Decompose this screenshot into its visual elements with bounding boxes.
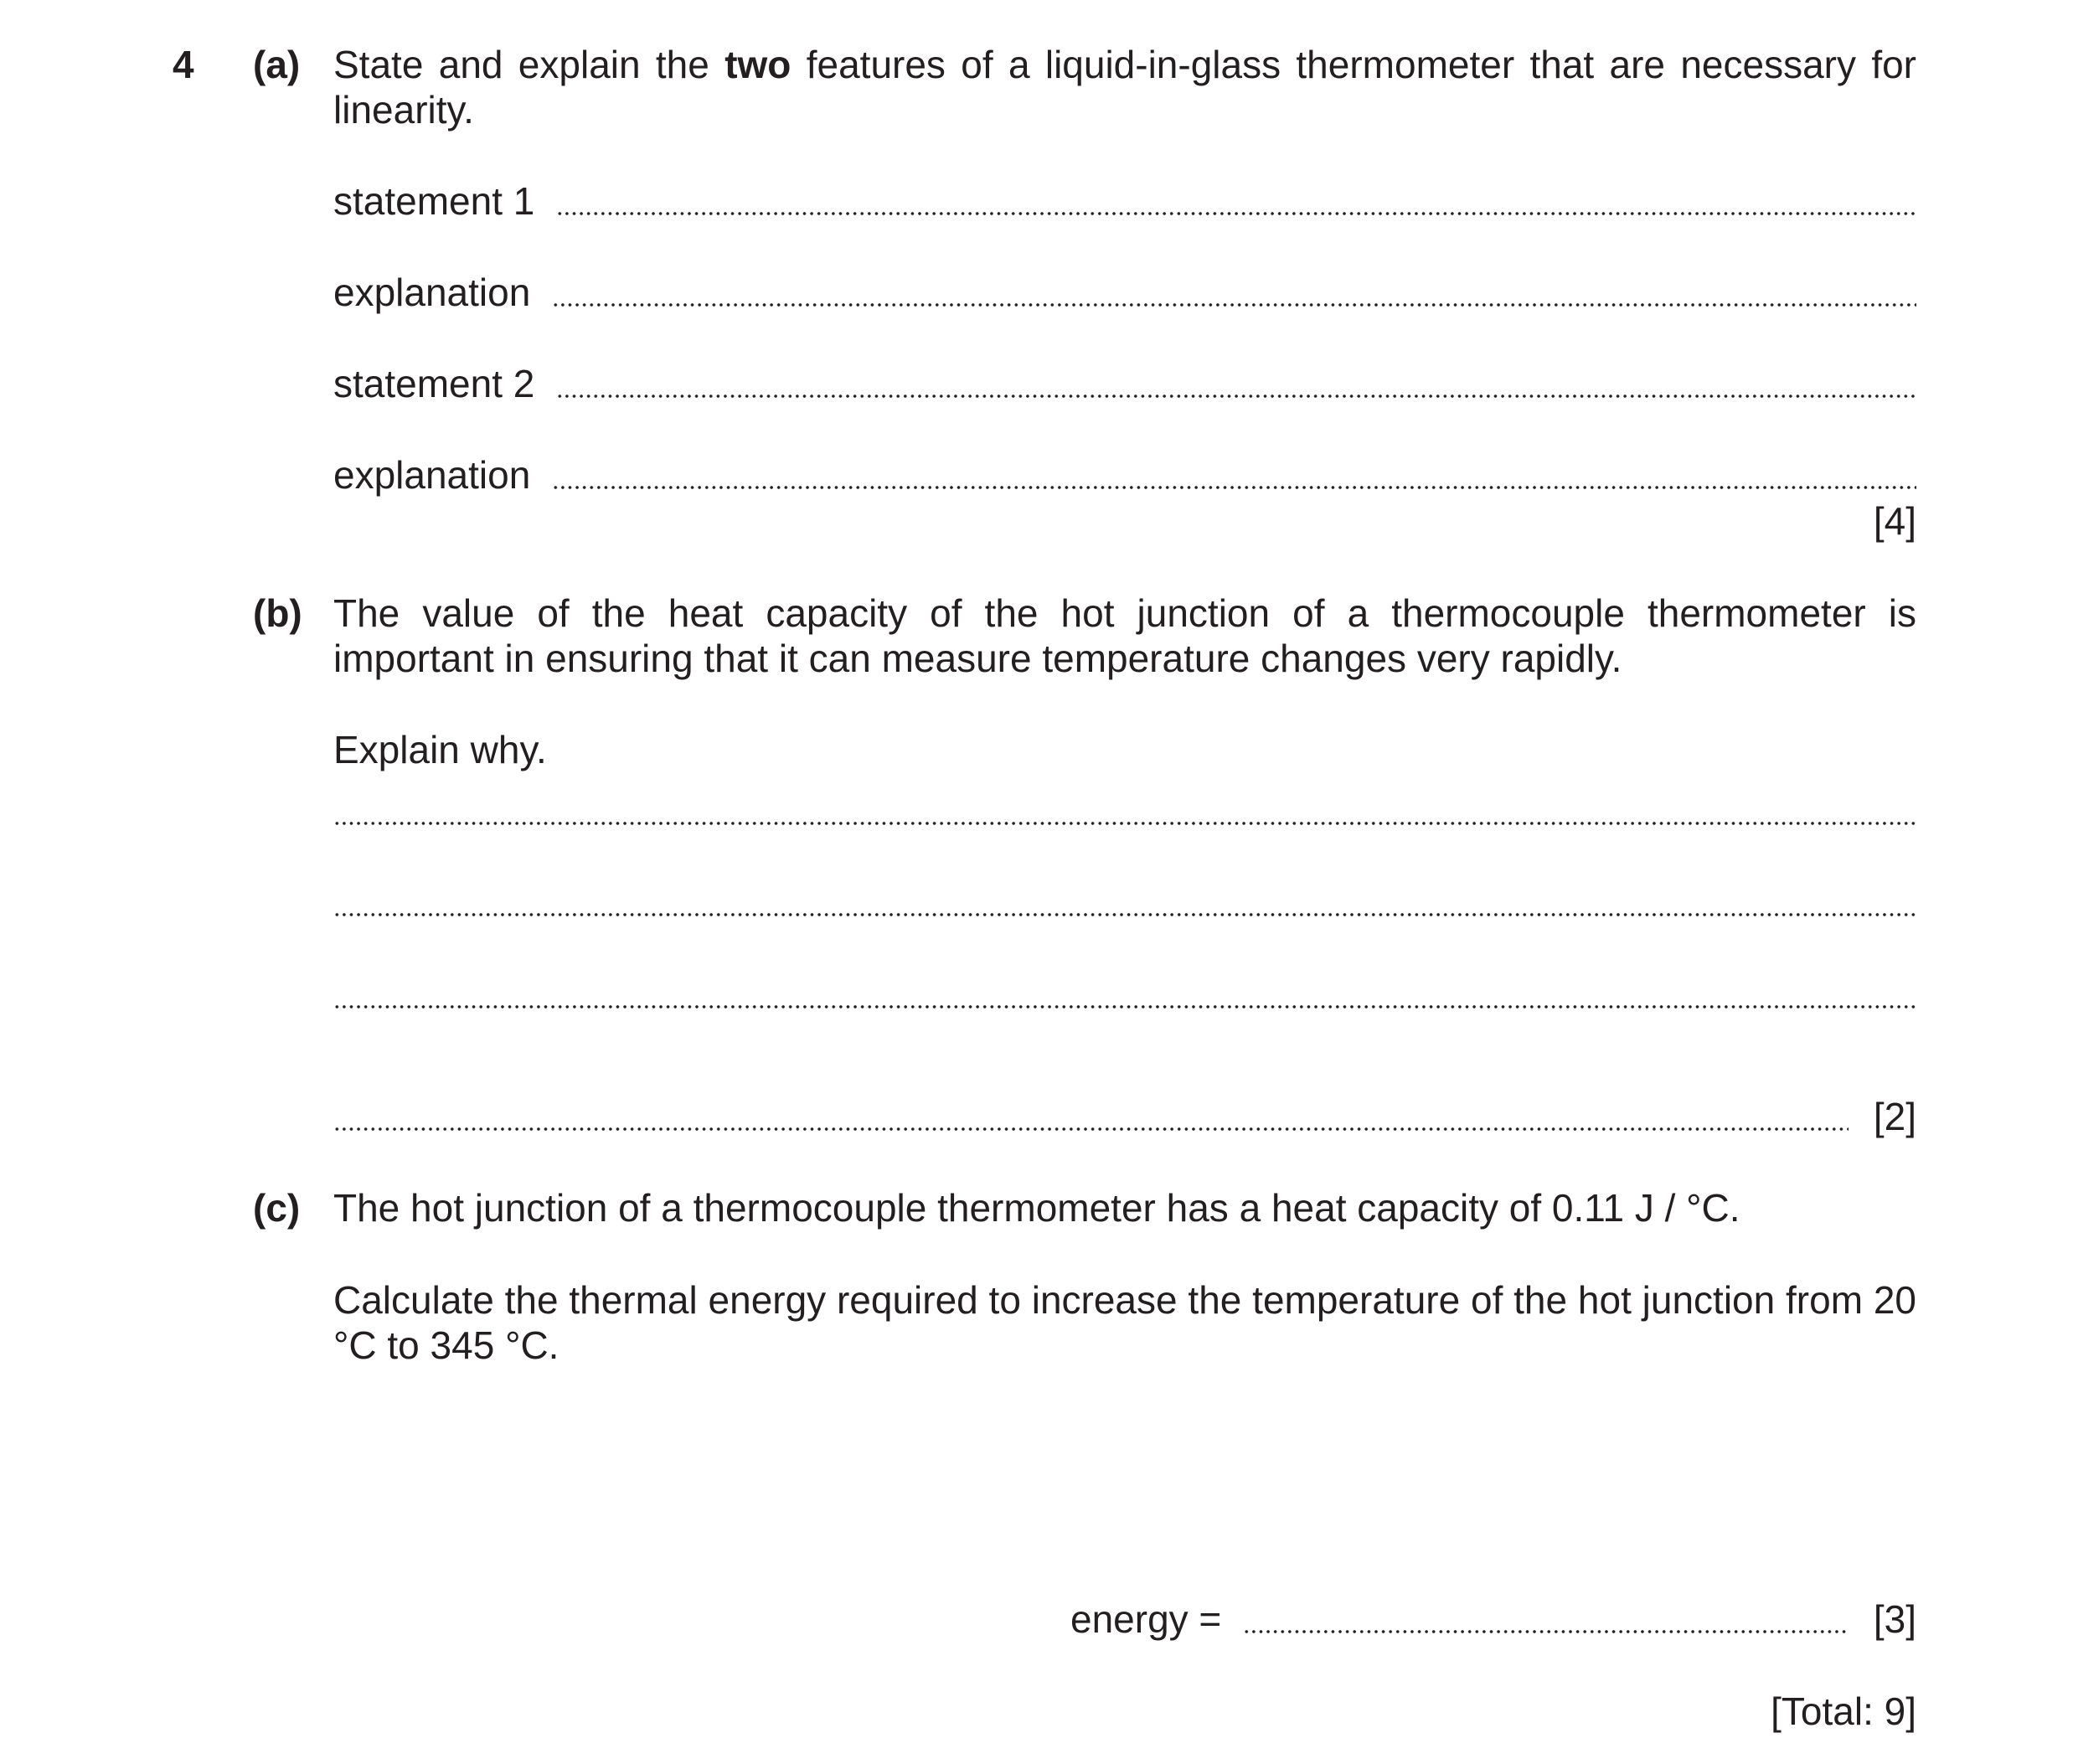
statement-1-label: statement 1 <box>333 179 535 223</box>
part-b-answer-line-3[interactable] <box>333 1004 1916 1009</box>
statement-2-label: statement 2 <box>333 362 535 405</box>
total-marks: [Total: 9] <box>1771 1689 1916 1733</box>
statement-1-answer-line[interactable] <box>556 211 1916 216</box>
explanation-1-row <box>333 270 1916 315</box>
energy-answer-row <box>1070 1596 1916 1642</box>
part-b-label: (b) <box>253 591 302 635</box>
part-b-answer-line-2[interactable] <box>333 912 1916 917</box>
explanation-1-answer-line[interactable] <box>552 302 1916 307</box>
energy-label: energy = <box>1070 1597 1222 1641</box>
part-c-label: (c) <box>253 1186 301 1230</box>
statement-2-answer-line[interactable] <box>556 394 1916 399</box>
statement-2-row <box>333 361 1916 406</box>
explanation-2-row <box>333 452 1916 498</box>
part-a-question <box>333 42 1916 132</box>
explanation-2-label: explanation <box>333 453 531 497</box>
part-b-marks: [2] <box>1873 1095 1916 1138</box>
part-b-answer-row-2 <box>333 910 1916 916</box>
part-c-instruction: Calculate the thermal energy required to increase the temperature of the hot junction from 20 °C to 345 °C. <box>333 1278 1916 1367</box>
part-b-answer-row-4 <box>333 1094 1916 1139</box>
question-number: 4 <box>173 43 194 86</box>
part-b-answer-row-3 <box>333 1003 1916 1008</box>
part-a-text-after: features of a liquid-in-glass thermometer that are necessary for linearity. <box>333 43 1916 132</box>
part-b-question: The value of the heat capacity of the hot junction of a thermocouple thermometer is important in ensuring that it can measure temperature changes very rapidly. <box>333 591 1916 680</box>
explanation-2-answer-line[interactable] <box>552 485 1916 490</box>
part-b-answer-line-1[interactable] <box>333 821 1916 826</box>
part-c-question: The hot junction of a thermocouple thermometer has a heat capacity of 0.11 J / °C. <box>333 1186 1740 1230</box>
part-b-answer-line-4[interactable] <box>333 1127 1849 1132</box>
part-a-label: (a) <box>253 43 301 86</box>
part-a-text-before: State and explain the <box>333 43 725 86</box>
part-a-text-bold: two <box>724 43 791 86</box>
explanation-1-label: explanation <box>333 271 531 314</box>
part-a-marks: [4] <box>1873 499 1916 543</box>
statement-1-row <box>333 178 1916 224</box>
part-b-instruction: Explain why. <box>333 728 547 771</box>
part-b-answer-row-1 <box>333 819 1916 824</box>
part-c-marks: [3] <box>1873 1597 1916 1641</box>
energy-answer-line[interactable] <box>1243 1629 1849 1634</box>
